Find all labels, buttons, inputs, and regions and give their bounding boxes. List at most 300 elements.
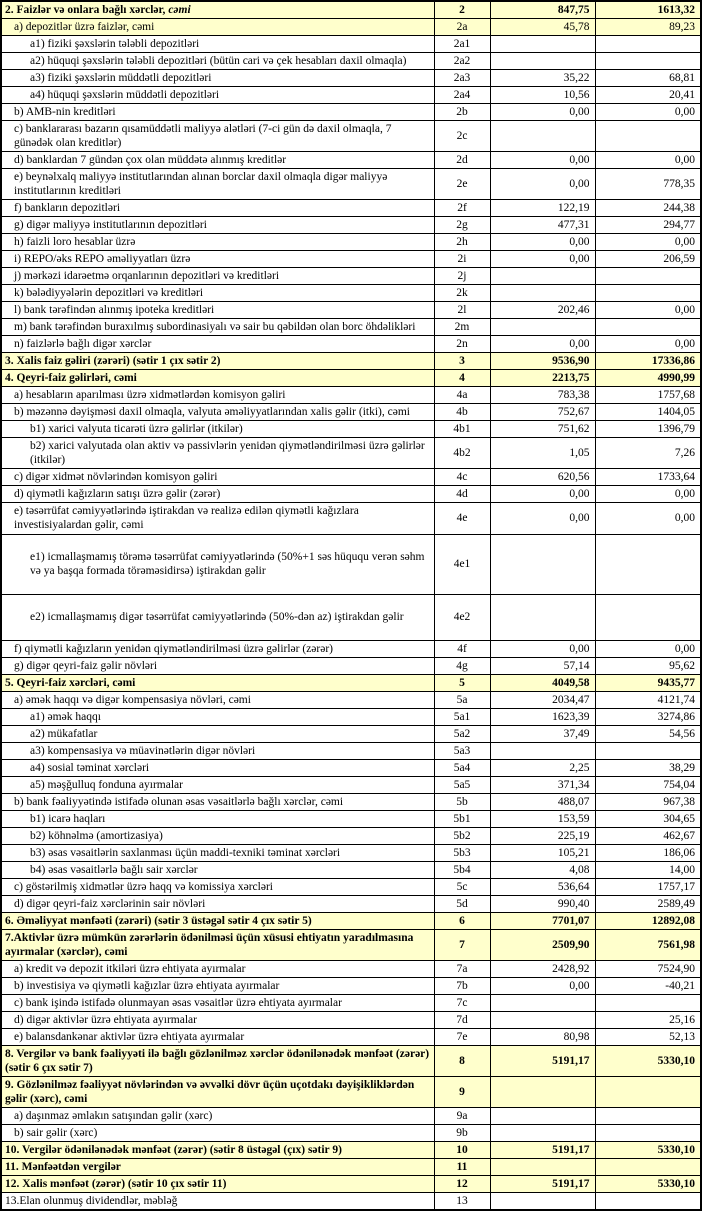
value-period-2: 25,16 [595,1011,701,1028]
value-period-1: 122,19 [490,200,595,217]
row-code: 2a1 [434,36,490,53]
row-code: 7e [434,1028,490,1045]
value-period-1: 5191,17 [490,1141,595,1158]
value-period-1: 0,00 [490,977,595,994]
row-label: b) məzənnə dəyişməsi daxil olmaqla, valyuta əməliyyatlarından xalis gəlir (itki), cəmi [1,404,434,421]
row-code: 5d [434,895,490,912]
value-period-1: 2428,92 [490,960,595,977]
row-code: 4e [434,503,490,534]
row-label: 9. Gözlənilməz fəaliyyət növlərindən və əvvəlki dövr üçün uçotdakı dəyişikliklərdən gəlir (xərc), cəmi [1,1076,434,1107]
row-code: 8 [434,1045,490,1076]
row-code: 10 [434,1141,490,1158]
value-period-2: 967,38 [595,793,701,810]
row-code: 2g [434,217,490,234]
row-label: f) qiymətli kağızların yenidən qiymətləndirilməsi üzrə gəlirlər (zərər) [1,640,434,657]
row-code: 4e1 [434,534,490,594]
row-label: d) banklardan 7 gündən çox olan müddətə alınmış kreditlər [1,152,434,169]
table-row [1,1011,701,1028]
row-code: 2b [434,104,490,121]
table-row [1,200,701,217]
table-row [1,387,701,404]
row-label: e2) icmallaşmamış digər təsərrüfat cəmiyyətlərində (50%-dən az) iştirakdan gəlir [1,594,434,640]
value-period-1: 0,00 [490,486,595,503]
table-row [1,503,701,534]
table-row [1,234,701,251]
table-row [1,1141,701,1158]
table-row [1,594,701,640]
table-row [1,70,701,87]
row-code: 2a2 [434,53,490,70]
row-label: a) əmək haqqı və digər kompensasiya növləri, cəmi [1,691,434,708]
value-period-2: 5330,10 [595,1176,701,1193]
row-code: 2j [434,268,490,285]
row-label: e1) icmallaşmamış törəmə təsərrüfat cəmiyyətlərində (50%+1 səs hüququ verən səhm və ya başqa formada törəməsidirsə) iştirakdan gəlir [1,534,434,594]
row-code: 5b1 [434,810,490,827]
value-period-2 [595,36,701,53]
table-row [1,994,701,1011]
table-row [1,302,701,319]
value-period-1: 477,31 [490,217,595,234]
row-code: 5c [434,878,490,895]
value-period-2: 778,35 [595,169,701,200]
row-label: c) bank işində istifadə olunmayan əsas vəsaitlər üzrə ehtiyata ayırmalar [1,994,434,1011]
table-row [1,878,701,895]
row-label: a) depozitlər üzrə faizlər, cəmi [1,19,434,36]
value-period-2 [595,1124,701,1141]
value-period-1: 35,22 [490,70,595,87]
row-label: a) hesabların aparılması üzrə xidmətlərdən komisyon gəliri [1,387,434,404]
value-period-2: 7561,98 [595,929,701,960]
table-row [1,1028,701,1045]
row-label: 3. Xalis faiz gəliri (zərəri) (sətir 1 çıx sətir 2) [1,353,434,370]
row-code: 4b [434,404,490,421]
value-period-1 [490,121,595,152]
value-period-2: 9435,77 [595,674,701,691]
value-period-1: 225,19 [490,827,595,844]
value-period-2: 0,00 [595,640,701,657]
table-body [1,1,701,1210]
value-period-2: 38,29 [595,759,701,776]
value-period-2: 7524,90 [595,960,701,977]
value-period-2: 2589,49 [595,895,701,912]
value-period-2: 54,56 [595,725,701,742]
value-period-2: 4121,74 [595,691,701,708]
value-period-1: 751,62 [490,421,595,438]
table-row [1,742,701,759]
value-period-1: 2509,90 [490,929,595,960]
row-code: 7a [434,960,490,977]
table-row [1,657,701,674]
value-period-1: 105,21 [490,844,595,861]
row-label: d) digər qeyri-faiz xərclərinin sair növləri [1,895,434,912]
row-label: b) AMB-nin kreditləri [1,104,434,121]
table-row [1,674,701,691]
value-period-2: 186,06 [595,844,701,861]
value-period-2: 1757,68 [595,387,701,404]
row-label: c) banklararası bazarın qısamüddətli maliyyə alətləri (7-ci gün də daxil olmaqla, 7 günədək olan kreditlər) [1,121,434,152]
value-period-2: 7,26 [595,438,701,469]
row-code: 3 [434,353,490,370]
row-label: i) REPO/əks REPO əməliyyatları üzrə [1,251,434,268]
value-period-1: 536,64 [490,878,595,895]
value-period-2: 95,62 [595,657,701,674]
table-row [1,486,701,503]
table-row [1,929,701,960]
row-code: 2d [434,152,490,169]
value-period-2 [595,285,701,302]
row-label: b) bank fəaliyyətində istifadə olunan əsas vəsaitlərlə bağlı xərclər, cəmi [1,793,434,810]
value-period-2: 5330,10 [595,1141,701,1158]
row-code: 11 [434,1158,490,1175]
table-row [1,53,701,70]
table-row [1,404,701,421]
row-code: 2a [434,19,490,36]
row-code: 5a3 [434,742,490,759]
row-label: a2) hüquqi şəxslərin tələbli depozitləri (bütün cari və çek hesabları daxil olmaqla) [1,53,434,70]
row-label: d) digər aktivlər üzrə ehtiyata ayırmalar [1,1011,434,1028]
row-code: 2n [434,336,490,353]
table-row [1,353,701,370]
table-row [1,1,701,19]
value-period-1: 10,56 [490,87,595,104]
row-label: n) faizlərlə bağlı digər xərclər [1,336,434,353]
value-period-2: 0,00 [595,336,701,353]
table-row [1,421,701,438]
value-period-2: 754,04 [595,776,701,793]
table-row [1,759,701,776]
value-period-2: 68,81 [595,70,701,87]
value-period-1 [490,319,595,336]
value-period-2: 304,65 [595,810,701,827]
value-period-1: 0,00 [490,640,595,657]
table-row [1,844,701,861]
table-row [1,912,701,929]
table-row [1,691,701,708]
row-code: 4f [434,640,490,657]
value-period-2: 52,13 [595,1028,701,1045]
table-row [1,285,701,302]
value-period-1: 0,00 [490,152,595,169]
value-period-2: 89,23 [595,19,701,36]
value-period-2: 0,00 [595,152,701,169]
value-period-1: 488,07 [490,793,595,810]
row-code: 4a [434,387,490,404]
row-label: l) bank tərəfindən alınmış ipoteka kreditləri [1,302,434,319]
value-period-1 [490,1193,595,1211]
row-label: b3) əsas vəsaitlərin saxlanması üçün maddi-texniki təminat xərcləri [1,844,434,861]
value-period-2: 0,00 [595,104,701,121]
value-period-2: 0,00 [595,302,701,319]
table-row [1,977,701,994]
value-period-1: 2213,75 [490,370,595,387]
row-label: a3) kompensasiya və müavinətlərin digər növləri [1,742,434,759]
table-row [1,469,701,486]
row-code: 7b [434,977,490,994]
row-label: a) kredit və depozit itkiləri üzrə ehtiyata ayırmalar [1,960,434,977]
row-code: 5 [434,674,490,691]
table-row [1,640,701,657]
table-row [1,1076,701,1107]
value-period-2: 1396,79 [595,421,701,438]
table-row [1,336,701,353]
value-period-1 [490,1158,595,1175]
row-code: 2f [434,200,490,217]
table-row [1,1193,701,1211]
row-code: 9 [434,1076,490,1107]
value-period-1 [490,1107,595,1124]
value-period-2 [595,268,701,285]
value-period-2: 0,00 [595,486,701,503]
value-period-1: 0,00 [490,503,595,534]
value-period-2 [595,319,701,336]
row-code: 5a1 [434,708,490,725]
row-label: a1) fiziki şəxslərin tələbli depozitləri [1,36,434,53]
table-row [1,251,701,268]
value-period-1: 45,78 [490,19,595,36]
value-period-1 [490,36,595,53]
table-row [1,810,701,827]
value-period-2: 1733,64 [595,469,701,486]
row-label: a3) fiziki şəxslərin müddətli depozitləri [1,70,434,87]
value-period-1: 0,00 [490,336,595,353]
table-row [1,104,701,121]
value-period-1: 7701,07 [490,912,595,929]
row-label: e) balansdankənar aktivlər üzrə ehtiyata ayırmalar [1,1028,434,1045]
table-row [1,725,701,742]
row-code: 2e [434,169,490,200]
value-period-2: 4990,99 [595,370,701,387]
row-label: b4) əsas vəsaitlərlə bağlı sair xərclər [1,861,434,878]
value-period-1: 1623,39 [490,708,595,725]
value-period-1: 4,08 [490,861,595,878]
row-label: 11. Mənfəətdən vergilər [1,1158,434,1175]
table-row [1,776,701,793]
table-row [1,534,701,594]
value-period-1: 9536,90 [490,353,595,370]
value-period-1: 0,00 [490,251,595,268]
row-code: 2k [434,285,490,302]
row-code: 2h [434,234,490,251]
table-row [1,438,701,469]
row-label: d) qiymətli kağızların satışı üzrə gəlir (zərər) [1,486,434,503]
value-period-1 [490,53,595,70]
table-row [1,36,701,53]
row-label: 2. Faizlər və onlara bağlı xərclər, cəmi [1,1,434,19]
table-row [1,1158,701,1175]
value-period-2: 1613,32 [595,1,701,19]
value-period-1: 4049,58 [490,674,595,691]
row-code: 9b [434,1124,490,1141]
table-row [1,217,701,234]
row-label: f) bankların depozitləri [1,200,434,217]
value-period-1: 371,34 [490,776,595,793]
row-code: 5b2 [434,827,490,844]
row-code: 4 [434,370,490,387]
row-label: b1) xarici valyuta ticarəti üzrə gəlirlər (itkilər) [1,421,434,438]
row-label: c) digər xidmət növlərindən komisyon gəliri [1,469,434,486]
row-code: 2l [434,302,490,319]
value-period-2: -40,21 [595,977,701,994]
row-label: j) mərkəzi idarəetmə orqanlarının depozitləri və kreditləri [1,268,434,285]
row-code: 13 [434,1193,490,1211]
value-period-1: 2,25 [490,759,595,776]
row-code: 4b2 [434,438,490,469]
value-period-1: 5191,17 [490,1176,595,1193]
value-period-1: 0,00 [490,169,595,200]
row-code: 2a4 [434,87,490,104]
value-period-1: 0,00 [490,104,595,121]
value-period-1 [490,742,595,759]
value-period-2: 1404,05 [595,404,701,421]
row-label: a5) məşğulluq fonduna ayırmalar [1,776,434,793]
row-label: 4. Qeyri-faiz gəlirləri, cəmi [1,370,434,387]
row-code: 5a [434,691,490,708]
value-period-2 [595,594,701,640]
value-period-2: 5330,10 [595,1045,701,1076]
row-code: 5a4 [434,759,490,776]
row-code: 4e2 [434,594,490,640]
row-label: b2) xarici valyutada olan aktiv və passivlərin yenidən qiymətləndirilməsi üzrə gəlirlər (itkilər) [1,438,434,469]
row-code: 4c [434,469,490,486]
value-period-1 [490,285,595,302]
row-label: 13.Elan olunmuş dividendlər, məbləğ [1,1193,434,1211]
row-label: a4) hüquqi şəxslərin müddətli depozitləri [1,87,434,104]
value-period-2 [595,534,701,594]
row-code: 5b [434,793,490,810]
row-label: b2) köhnəlmə (amortizasiya) [1,827,434,844]
value-period-1: 57,14 [490,657,595,674]
value-period-2: 0,00 [595,234,701,251]
table-row [1,1107,701,1124]
value-period-2: 244,38 [595,200,701,217]
row-code: 2m [434,319,490,336]
value-period-1: 80,98 [490,1028,595,1045]
value-period-1 [490,994,595,1011]
row-code: 7d [434,1011,490,1028]
row-label: a4) sosial təminat xərcləri [1,759,434,776]
value-period-1: 202,46 [490,302,595,319]
row-label: g) digər maliyyə institutlarının depozitləri [1,217,434,234]
row-label: 12. Xalis mənfəət (zərər) (sətir 10 çıx sətir 11) [1,1176,434,1193]
table-row [1,169,701,200]
row-label: a) daşınmaz əmlakın satışından gəlir (xərc) [1,1107,434,1124]
row-code: 7c [434,994,490,1011]
value-period-2: 0,00 [595,503,701,534]
value-period-1: 0,00 [490,234,595,251]
table-row [1,895,701,912]
row-label: 7.Aktivlər üzrə mümkün zərərlərin ödənilməsi üçün xüsusi ehtiyatın yaradılmasına ayırmalar (xərclər), cəmi [1,929,434,960]
row-label: a1) əmək haqqı [1,708,434,725]
row-label: c) göstərilmiş xidmətlər üzrə haqq və komissiya xərcləri [1,878,434,895]
value-period-2: 294,77 [595,217,701,234]
value-period-2 [595,1158,701,1175]
value-period-2 [595,121,701,152]
row-label: g) digər qeyri-faiz gəlir növləri [1,657,434,674]
value-period-2 [595,1076,701,1107]
value-period-2: 17336,86 [595,353,701,370]
value-period-2: 206,59 [595,251,701,268]
row-label: b) sair gəlir (xərc) [1,1124,434,1141]
value-period-2: 14,00 [595,861,701,878]
row-label: 5. Qeyri-faiz xərcləri, cəmi [1,674,434,691]
table-row [1,370,701,387]
row-label: 6. Əməliyyat mənfəəti (zərəri) (sətir 3 üstəgəl sətir 4 çıx sətir 5) [1,912,434,929]
value-period-2: 20,41 [595,87,701,104]
value-period-1: 1,05 [490,438,595,469]
value-period-2: 1757,17 [595,878,701,895]
table-row [1,152,701,169]
row-label: a2) mükafatlar [1,725,434,742]
table-row [1,1176,701,1193]
value-period-1 [490,1124,595,1141]
value-period-2: 12892,08 [595,912,701,929]
row-label: e) beynəlxalq maliyyə institutlarından alınan borclar daxil olmaqla digər maliyyə institutlarının kreditləri [1,169,434,200]
row-label: b) investisiya və qiymətli kağızlar üzrə ehtiyata ayırmalar [1,977,434,994]
value-period-2: 462,67 [595,827,701,844]
table-row [1,708,701,725]
value-period-1: 620,56 [490,469,595,486]
row-code: 5a5 [434,776,490,793]
row-label: 10. Vergilər ödənilənədək mənfəət (zərər) (sətir 8 üstəgəl (çıx) sətir 9) [1,1141,434,1158]
table-row [1,960,701,977]
row-label: 8. Vergilər və bank fəaliyyəti ilə bağlı gözlənilməz xərclər ödənilənədək mənfəət (zərər) (sətir 6 çıx sətir 7) [1,1045,434,1076]
value-period-1: 990,40 [490,895,595,912]
row-code: 5a2 [434,725,490,742]
row-label: k) bələdiyyələrin depozitləri və kreditləri [1,285,434,302]
row-code: 12 [434,1176,490,1193]
row-code: 9a [434,1107,490,1124]
value-period-2: 3274,86 [595,708,701,725]
value-period-1: 783,38 [490,387,595,404]
table-row [1,87,701,104]
row-code: 7 [434,929,490,960]
row-label: h) faizli loro hesablar üzrə [1,234,434,251]
table-row [1,319,701,336]
value-period-1: 752,67 [490,404,595,421]
value-period-1: 153,59 [490,810,595,827]
value-period-2 [595,53,701,70]
value-period-1: 847,75 [490,1,595,19]
value-period-1 [490,534,595,594]
row-code: 2 [434,1,490,19]
value-period-1 [490,268,595,285]
value-period-1: 37,49 [490,725,595,742]
table-row [1,268,701,285]
row-code: 4b1 [434,421,490,438]
row-code: 2c [434,121,490,152]
row-code: 2i [434,251,490,268]
row-code: 5b4 [434,861,490,878]
table-row [1,121,701,152]
value-period-1 [490,594,595,640]
table-row [1,1045,701,1076]
table-row [1,793,701,810]
value-period-2 [595,1193,701,1211]
table-row [1,827,701,844]
row-label: b1) icarə haqları [1,810,434,827]
row-code: 6 [434,912,490,929]
value-period-2 [595,994,701,1011]
value-period-2 [595,1107,701,1124]
value-period-1: 2034,47 [490,691,595,708]
row-code: 4g [434,657,490,674]
table-row [1,19,701,36]
value-period-1: 5191,17 [490,1045,595,1076]
row-code: 4d [434,486,490,503]
table-row [1,1124,701,1141]
value-period-1 [490,1076,595,1107]
value-period-2 [595,742,701,759]
